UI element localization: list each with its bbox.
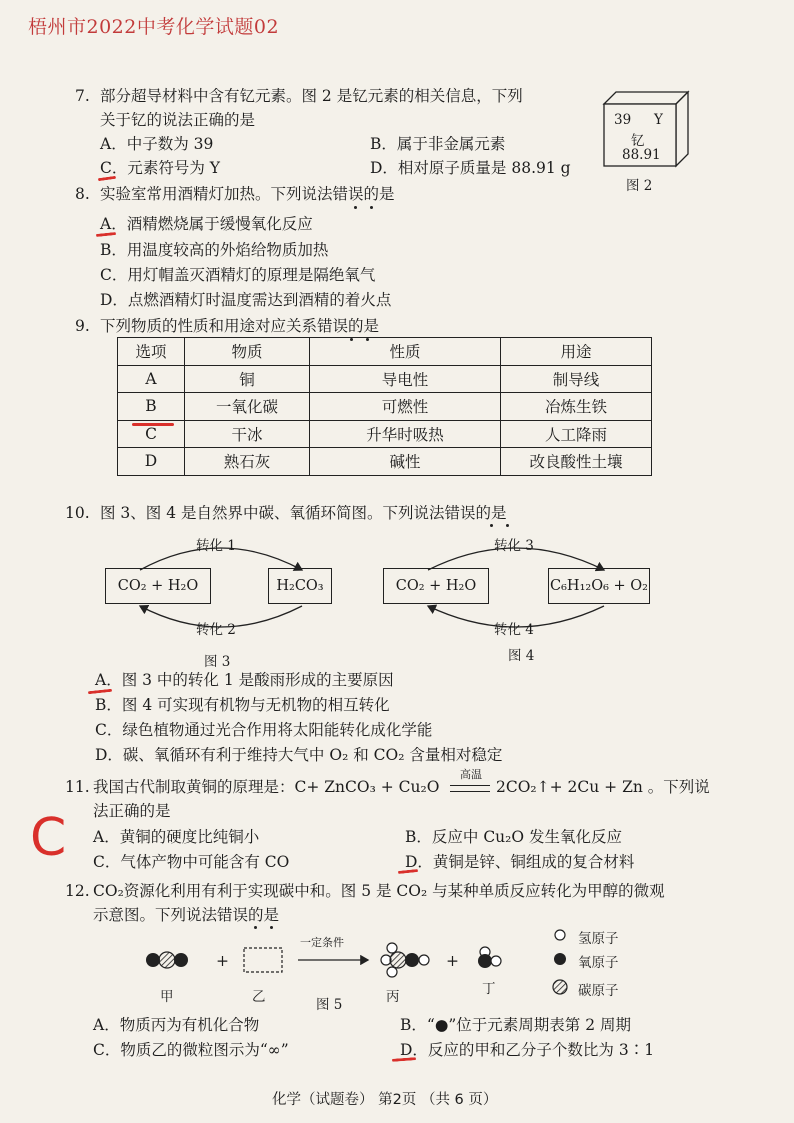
table-cell: C — [118, 420, 185, 448]
table-cell: 铜 — [185, 365, 310, 393]
oxygen-legend-icon — [554, 953, 566, 965]
legend-oxygen: 氧原子 — [578, 955, 619, 971]
q11-option-c: C．气体产物中可能含有 CO — [93, 853, 290, 871]
fig4-caption: 图 4 — [508, 648, 535, 664]
emphasis-dot — [370, 206, 373, 209]
table-cell: 冶炼生铁 — [501, 393, 652, 421]
q11-option-d: D．黄铜是锌、铜组成的复合材料 — [405, 853, 635, 871]
table-cell: A — [118, 365, 185, 393]
table-cell: 改良酸性土壤 — [501, 448, 652, 476]
q10-option-a: A．图 3 中的转化 1 是酸雨形成的主要原因 — [95, 671, 394, 689]
properties-table — [117, 337, 652, 476]
q7-number: 7. — [75, 87, 90, 105]
fig4-label-top: 转化 3 — [494, 538, 534, 554]
hydrogen-legend-icon — [555, 930, 565, 940]
table-cell: 导电性 — [310, 365, 501, 393]
label-jia: 甲 — [160, 989, 174, 1005]
page-footer: 化学（试题卷） 第2页 （共 6 页） — [272, 1092, 498, 1108]
q10-option-c: C．绿色植物通过光合作用将太阳能转化成化学能 — [95, 721, 433, 739]
legend-carbon: 碳原子 — [578, 983, 619, 999]
q11-condition-label: 高温 — [460, 768, 482, 781]
element-mass: 88.91 — [622, 147, 661, 163]
methanol-molecule — [381, 943, 429, 977]
q8-number: 8. — [75, 185, 90, 203]
table-cell: B — [118, 393, 185, 421]
q7-stem-line1: 部分超导材料中含有钇元素。图 2 是钇元素的相关信息，下列 — [100, 87, 523, 105]
q10-number: 10. — [65, 504, 90, 522]
q12-stem-line2: 示意图。下列说法错误的是 — [93, 906, 280, 924]
table-cell: 升华时吸热 — [310, 420, 501, 448]
q12-option-a: A．物质丙为有机化合物 — [93, 1016, 260, 1034]
fig3-box-right: H₂CO₃ — [268, 568, 332, 604]
table-cell: 一氧化碳 — [185, 393, 310, 421]
page-header: 梧州市2022中考化学试题02 — [28, 16, 280, 38]
table-row — [118, 448, 652, 476]
fig5-condition-label: 一定条件 — [300, 936, 344, 949]
q11-stem-line2: 法正确的是 — [93, 802, 171, 820]
q9-number: 9. — [75, 317, 90, 335]
q12-option-c: C．物质乙的微粒图示为“∞” — [93, 1041, 289, 1059]
table-row — [118, 365, 652, 393]
label-ding: 丁 — [482, 981, 496, 997]
q7-stem-line2: 关于钇的说法正确的是 — [100, 111, 256, 129]
emphasis-dot — [506, 524, 509, 527]
q12-option-b: B．“●”位于元素周期表第 2 周期 — [400, 1016, 631, 1034]
table-cell: 干冰 — [185, 420, 310, 448]
q10-option-d: D．碳、氧循环有利于维持大气中 O₂ 和 CO₂ 含量相对稳定 — [95, 746, 503, 764]
q10-answer-underline — [88, 689, 112, 694]
q7-option-a: A．中子数为 39 — [100, 135, 214, 153]
q11-equals-sign — [450, 785, 490, 792]
fig2-caption: 图 2 — [626, 178, 653, 194]
table-cell: 可燃性 — [310, 393, 501, 421]
q12-answer-underline — [392, 1057, 416, 1062]
fig3-label-top: 转化 1 — [196, 538, 236, 554]
table-row — [118, 393, 652, 421]
unknown-substance-box — [244, 948, 282, 972]
q9-stem: 下列物质的性质和用途对应关系错误的是 — [100, 317, 380, 335]
q12-number: 12. — [65, 882, 90, 900]
plus-sign: + — [216, 952, 229, 970]
element-symbol: Y — [654, 112, 663, 128]
fig3-box-left: CO₂ + H₂O — [105, 568, 211, 604]
q12-option-d: D．反应的甲和乙分子个数比为 3∶1 — [400, 1041, 655, 1059]
q11-d-underline — [398, 869, 418, 874]
table-header-cell: 物质 — [185, 338, 310, 366]
element-name: 钇 — [631, 133, 645, 149]
q11-stem-pre: 我国古代制取黄铜的原理是：C+ ZnCO₃ + Cu₂O — [93, 778, 440, 796]
fig3-label-bottom: 转化 2 — [196, 622, 236, 638]
fig5-legend-symbols — [550, 925, 570, 997]
water-molecule — [478, 947, 501, 968]
label-yi: 乙 — [252, 989, 266, 1005]
table-cell: 制导线 — [501, 365, 652, 393]
table-cell: 人工降雨 — [501, 420, 652, 448]
legend-hydrogen: 氢原子 — [578, 931, 619, 947]
table-cell: 熟石灰 — [185, 448, 310, 476]
q8-option-a: A．酒精燃烧属于缓慢氧化反应 — [100, 215, 313, 233]
co2-molecule — [146, 952, 188, 968]
q7-option-d: D．相对原子质量是 88.91 g — [370, 159, 571, 177]
table-header-cell: 用途 — [501, 338, 652, 366]
q11-stem-post: 2CO₂↑+ 2Cu + Zn 。下列说 — [496, 778, 710, 796]
label-bing: 丙 — [386, 989, 400, 1005]
q10-option-b: B．图 4 可实现有机物与无机物的相互转化 — [95, 696, 390, 714]
q11-option-b: B．反应中 Cu₂O 发生氧化反应 — [405, 828, 623, 846]
table-cell: D — [118, 448, 185, 476]
q12-stem-line1: CO₂资源化利用有利于实现碳中和。图 5 是 CO₂ 与某种单质反应转化为甲醇的微观 — [93, 882, 665, 900]
q8-option-d: D．点燃酒精灯时温度需达到酒精的着火点 — [100, 291, 392, 309]
fig4-box-right: C₆H₁₂O₆ + O₂ — [548, 568, 650, 604]
q11-option-a: A．黄铜的硬度比纯铜小 — [93, 828, 260, 846]
fig5-caption: 图 5 — [316, 997, 343, 1013]
fig3-caption: 图 3 — [204, 654, 231, 670]
emphasis-dot — [254, 926, 257, 929]
carbon-legend-icon — [553, 980, 567, 994]
q11-number: 11. — [65, 778, 90, 796]
q8-option-b: B．用温度较高的外焰给物质加热 — [100, 241, 329, 259]
q7-option-b: B．属于非金属元素 — [370, 135, 506, 153]
table-header-cell: 选项 — [118, 338, 185, 366]
q8-stem: 实验室常用酒精灯加热。下列说法错误的是 — [100, 185, 395, 203]
table-header-row — [118, 338, 652, 366]
table-cell: 碱性 — [310, 448, 501, 476]
element-atomic-number: 39 — [614, 112, 632, 128]
q8-option-c: C．用灯帽盖灭酒精灯的原理是隔绝氧气 — [100, 266, 376, 284]
q11-handwritten-answer: C — [30, 808, 67, 868]
emphasis-dot — [490, 524, 493, 527]
q8-answer-underline — [96, 232, 116, 237]
table-row — [118, 420, 652, 448]
table-header-cell: 性质 — [310, 338, 501, 366]
q10-stem: 图 3、图 4 是自然界中碳、氧循环简图。下列说法错误的是 — [100, 504, 507, 522]
fig4-label-bottom: 转化 4 — [494, 622, 534, 638]
q9-answer-underline — [132, 423, 174, 426]
emphasis-dot — [354, 206, 357, 209]
fig4-box-left: CO₂ + H₂O — [383, 568, 489, 604]
emphasis-dot — [270, 926, 273, 929]
plus-sign: + — [446, 952, 459, 970]
q7-option-c: C．元素符号为 Y — [100, 159, 221, 177]
